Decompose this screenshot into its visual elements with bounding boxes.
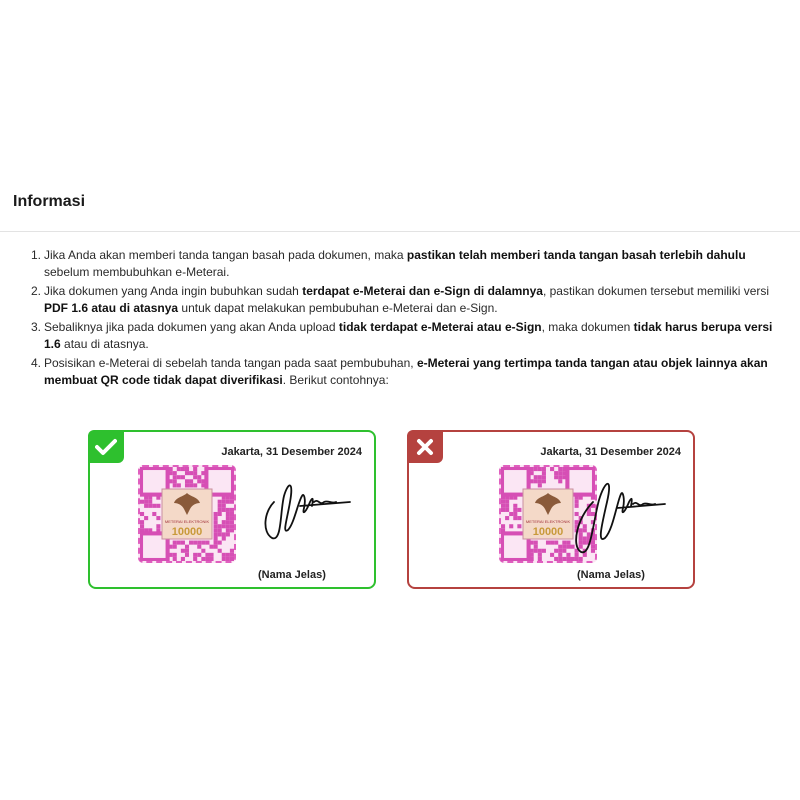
cross-icon [407, 430, 443, 463]
list-number: 2. [31, 284, 42, 298]
list-number: 1. [31, 248, 42, 262]
info-list-item [31, 247, 783, 281]
list-number: 3. [31, 320, 42, 334]
body-text: Sebaliknya jika pada dokumen yang akan Anda upload [44, 320, 339, 334]
emphasis-text: PDF 1.6 atau di atasnya [44, 301, 179, 315]
body-text: Jika Anda akan memberi tanda tangan basah pada dokumen, maka [44, 248, 407, 262]
check-icon [88, 430, 124, 463]
emphasis-text: terdapat e-Meterai dan e-Sign di dalamnya [302, 284, 543, 298]
emeterai-stamp [138, 465, 236, 563]
info-list-item [31, 355, 783, 389]
emphasis-text: e-Meterai yang tertimpa tanda tangan atau objek lainnya akan membuat QR code tidak dapat diverifikasi [44, 356, 768, 387]
svg-text:10000: 10000 [532, 526, 564, 538]
place-date: Jakarta, 31 Desember 2024 [540, 446, 681, 458]
wrong-example-card [407, 430, 695, 589]
emphasis-text: tidak terdapat e-Meterai atau e-Sign [338, 320, 542, 334]
correct-example-card [88, 430, 376, 589]
body-text: Jika dokumen yang Anda ingin bubuhkan sudah [44, 284, 303, 298]
name-label: (Nama Jelas) [258, 569, 326, 581]
svg-text:10000: 10000 [171, 526, 203, 538]
body-text: , pastikan dokumen tersebut memiliki versi [542, 284, 770, 298]
signature-mark [254, 472, 354, 552]
qr-code-pattern [140, 467, 234, 561]
body-text: . Berikut contohnya: [282, 373, 389, 387]
info-list-item [31, 283, 783, 317]
signature-mark [547, 462, 667, 562]
svg-text:METERAI ELEKTRONIK: METERAI ELEKTRONIK [525, 519, 571, 524]
info-header [0, 183, 800, 232]
page-title: Informasi [13, 193, 86, 210]
emphasis-text: pastikan telah memberi tanda tangan basah terlebih dahulu [406, 248, 746, 262]
body-text: sebelum membubuhkan e-Meterai. [44, 265, 230, 279]
list-number: 4. [31, 356, 42, 370]
place-date: Jakarta, 31 Desember 2024 [221, 446, 362, 458]
svg-text:METERAI ELEKTRONIK: METERAI ELEKTRONIK [164, 519, 210, 524]
body-text: atau di atasnya. [60, 337, 149, 351]
info-list [31, 247, 783, 391]
name-label: (Nama Jelas) [577, 569, 645, 581]
body-text: Posisikan e-Meterai di sebelah tanda tangan pada saat pembubuhan, [44, 356, 417, 370]
body-text: untuk dapat melakukan pembubuhan e-Meterai dan e-Sign. [178, 301, 498, 315]
emphasis-text: tidak harus berupa versi 1.6 [44, 320, 773, 351]
body-text: , maka dokumen [541, 320, 634, 334]
info-list-item [31, 319, 783, 353]
